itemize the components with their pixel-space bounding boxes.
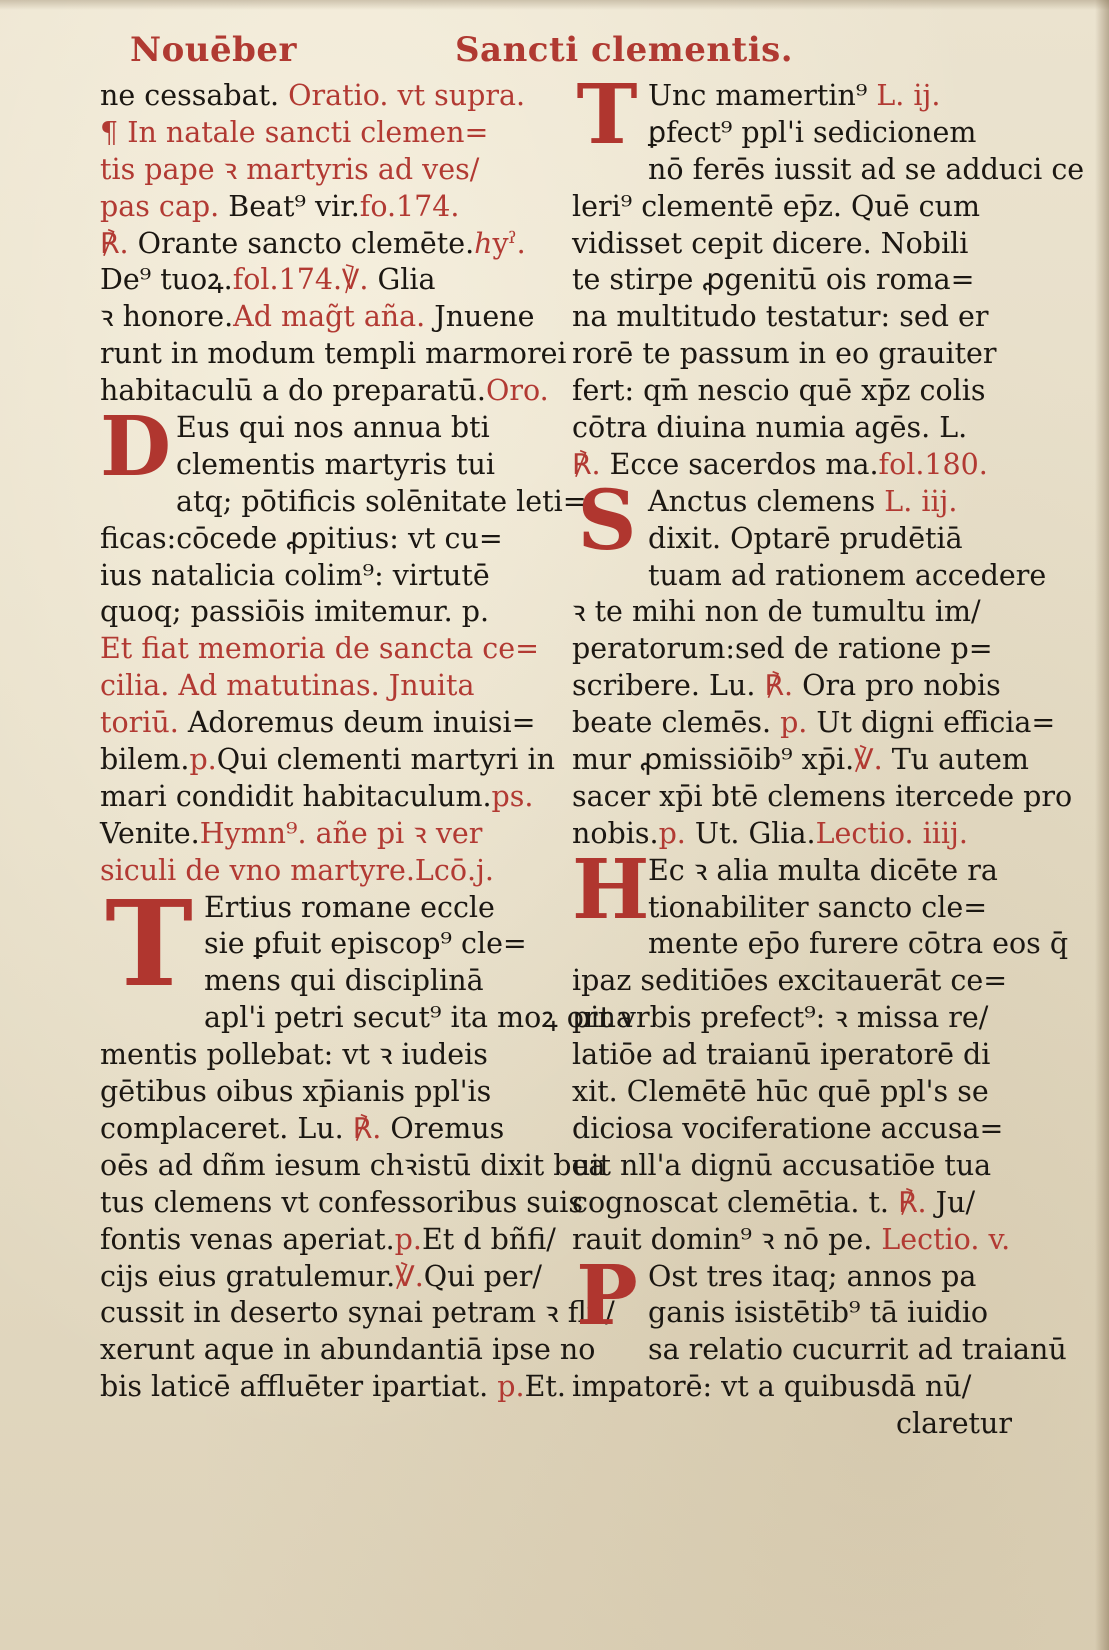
rubric-text: Hymn⁹. añe pi ꝛ ver [199,816,483,850]
text-line [100,78,540,115]
rubric-text: ℣. [395,1259,424,1293]
text-run: sacer xp̄i btē clemens itercede pro [572,779,1073,813]
text-run: habitaculū a do preparatū. [100,374,486,408]
text-line [100,853,540,890]
text-run: gētibus oibus xp̄ianis ppl'is [100,1075,492,1109]
text-run: Qui per/ [423,1259,542,1293]
rubric-text: ℣. [342,263,369,297]
page-edge-shadow [0,0,1109,10]
text-run: Orante sancto clemēte. [137,226,475,260]
text-lines [572,926,1069,1258]
text-run: Tu autem [882,743,1029,777]
text-line [572,705,1056,742]
text-run: te stirpe ꝓgenitū ois roma= [572,263,975,297]
text-run: oēs ad dñm iesum chꝛistū dixit bea [100,1148,606,1182]
left-column [100,78,633,1406]
text-line [572,1037,1012,1074]
rubric-text: Oratio. vt supra. [288,79,526,112]
text-run: Venite. [100,816,200,850]
text-line: ꝑfect⁹ ppl'i sedicionem [648,115,977,149]
text-line [100,779,540,816]
text-run: De⁹ tuoꝝ. [100,263,233,297]
text-run: fert: qm̄ nescio quē xp̄z colis [572,374,986,408]
rubric-text: pas cap. [100,189,229,223]
text-line [572,668,1012,705]
text-run: Ju/ [926,1185,976,1219]
text-line [100,226,540,263]
text-line: tionabiliter sancto cle= [648,890,988,924]
rubric-text: ¶ In natale sancti clemen= [100,115,489,149]
text-run: impatorē: vt a quibusdā nū/ [572,1370,972,1404]
text-line: Ost tres itaq; annos pa [648,1259,977,1293]
initial-p-icon: P [576,1247,638,1344]
text-run: Beat⁹ vir. [228,189,360,223]
text-line [100,1295,615,1332]
text-line [572,742,1029,779]
text-line [100,152,540,189]
text-line [572,631,1012,668]
text-line [572,594,1012,631]
text-line [572,447,1012,484]
right-column [572,67,1085,1443]
text-line [100,115,540,152]
text-lines [572,1332,1067,1406]
text-line [572,1332,1067,1369]
rubric-text: p. [497,1370,525,1404]
text-line: ganis isistētib⁹ tā iuidio [648,1296,989,1330]
text-line [572,1074,1012,1111]
text-line [100,1369,566,1406]
text-run: Ecce sacerdos ma. [609,447,879,481]
text-run: Oremus [381,1111,505,1145]
text-run: ne cessabat. [100,79,289,112]
text-line [572,373,1012,410]
text-block-initial-p [572,1247,1012,1344]
text-line [572,816,1012,853]
page-edge-shadow [1095,0,1109,1650]
text-run: xit. Clemētē hūc quē ppl's se [572,1075,989,1109]
rubric-text: fol.180. [878,447,988,481]
text-run: ꝛ te mihi non de tumultu im/ [572,595,981,629]
text-line [572,336,1012,373]
text-run: cognoscat clemētia. t. [572,1185,899,1219]
rubric-text: siculi de vno martyre.Lcō.j. [100,853,494,887]
text-run: Adoremus deum inuisi= [187,706,536,740]
rubric-text: Oro. [485,374,549,408]
header-month: Nouēber [130,30,297,70]
text-run: rauit domin⁹ ꝛ nō pe. [572,1222,882,1256]
text-block-initial-t [100,873,540,1013]
text-line [572,1000,1012,1037]
initial-s-icon: S [577,472,637,569]
initial-h-icon: H [572,841,650,938]
text-line [572,779,1073,816]
text-run: Unc mamertin⁹ [648,79,877,112]
text-line [100,189,540,226]
text-run: xerunt aque in abundantiā ipse no [100,1333,596,1367]
text-line [572,1111,1012,1148]
text-run: Et. [524,1370,566,1404]
text-line [100,1332,596,1369]
rubric-text: Lectio. v. [881,1222,1011,1256]
text-run: beate clemēs. [572,706,781,740]
text-line [572,1369,1012,1406]
text-line: Ertius romane eccle [204,890,495,924]
text-lines [572,189,1012,484]
text-lines [100,78,567,410]
text-block-initial-t2 [572,67,1085,189]
text-line [100,373,549,410]
text-run: ꝛ honore. [100,300,234,334]
text-run: vidisset cepit dicere. Nobili [572,226,969,260]
rubric-text: cilia. Ad matutinas. Jnuita [100,669,475,703]
rubric-text: ℟. [898,1185,927,1219]
text-line: clementis martyris tui [176,447,495,481]
text-line [100,668,540,705]
text-run: Et d bñfi/ [421,1222,556,1256]
rubric-text: fo.174. [359,189,460,223]
text-line [572,410,1012,447]
text-run: scribere. Lu. [572,669,765,703]
text-run: ficas:cōcede ꝓpitius: vt cu= [100,521,503,555]
text-line: nō ferēs iussit ad se adduci ce [648,152,1085,186]
text-line [100,558,540,595]
text-run: Ut digni efficia= [807,706,1056,740]
catchword: claretur [896,1407,1012,1441]
text-line [100,1074,540,1111]
text-block-initial-d [100,399,540,496]
text-line: sie ꝑfuit episcop⁹ cle= [204,927,527,961]
text-line [100,594,540,631]
text-block-initial-h [572,841,1012,938]
text-lines [100,1000,633,1406]
text-line [572,1148,1012,1185]
text-run: atq; pōtificis solēnitate leti= [176,484,587,518]
text-line [572,189,1012,226]
text-run: na multitudo testatur: sed er [572,300,989,334]
text-run: Anctus clemens [648,484,885,518]
text-run: mari condidit habitaculum. [100,779,492,813]
text-run: uit nll'a dignū accusatiōe tua [572,1148,992,1182]
text-line [572,299,1012,336]
text-run: mentis pollebat: vt ꝛ iudeis [100,1038,488,1072]
rubric-text: toriū. [100,706,188,740]
text-lines [572,558,1073,853]
rubric-text: ℣. [854,743,883,777]
rubric-text: p. [780,706,808,740]
text-line [100,1222,556,1259]
text-block-initial-s [572,472,1012,569]
text-line [572,226,1012,263]
text-run: Jnuene [425,300,535,334]
text-run: bis laticē affluēter ipartiat. [100,1370,498,1404]
text-run: runt in modum templi marmorei [100,337,567,371]
rubric-text: ℟. [352,1111,382,1145]
text-line [100,705,540,742]
initial-t-icon: T [576,67,638,163]
text-line [100,299,540,336]
text-run: Ut. Glia. [685,816,816,850]
rubric-text: Lectio. iiij. [815,816,968,850]
text-run: peratorum:sed de ratione p= [572,632,993,666]
rubric-text: p. [189,743,217,777]
text-line [100,1111,540,1148]
text-run: leri⁹ clementē ep̄z. Quē cum [572,189,981,223]
text-run: cōtra diuina numia agēs. L. [572,411,968,445]
text-run: bilem. [100,743,190,777]
initial-t-icon: T [105,873,193,1013]
rubric-text: ℟. [100,226,138,260]
rubric-text: ℎyˀ. [474,226,526,260]
rubric-text: ℟. [572,447,610,481]
text-run: p. [461,595,490,629]
text-run: sa relatio cucurrit ad traianū [648,1333,1067,1367]
text-line [100,631,540,668]
text-line [100,336,567,373]
text-line: Ec ꝛ alia multa dicēte ra [648,853,998,887]
text-run: cijs eius gratulemur. [100,1259,396,1293]
rubric-text: ℟. [764,669,794,703]
text-run: mente ep̄o furere cōtra eos q̄ [648,927,1069,961]
text-line [572,1185,1012,1222]
text-run: cussit in deserto synai petram ꝛ flu/ [100,1296,615,1330]
text-line [100,1148,606,1185]
text-run: ius natalicia colim⁹: virtutē [100,558,490,592]
text-line [100,816,540,853]
rubric-text: tis pape ꝛ martyris ad ves/ [100,152,480,186]
text-run: pit vrbis prefect⁹: ꝛ missa re/ [572,1001,989,1035]
rubric-text: ps. [491,779,534,813]
text-run: apl'i petri secut⁹ ita moꝝ orna [204,1001,633,1035]
text-run: nobis. [572,816,659,850]
text-line [100,1259,540,1296]
text-run: quoq; passiōis imitemur. [100,595,462,629]
text-run: fontis venas aperiat. [100,1222,395,1256]
text-run: latiōe ad traianū iperatorē di [572,1038,991,1072]
text-run: diciosa vociferatione accusa= [572,1111,1004,1145]
text-run: Qui clementi martyri in [216,743,555,777]
text-run: rorē te passum in eo grauiter [572,337,997,371]
text-run: Glia [368,263,436,297]
header-feast: Sancti clementis. [455,30,794,70]
text-line [572,1222,1012,1259]
text-run: complaceret. Lu. [100,1111,353,1145]
text-line [100,521,540,558]
text-line [572,262,1012,299]
text-run: tuam ad rationem accedere [648,558,1047,592]
text-lines [100,484,587,890]
text-line [572,558,1047,595]
text-run: Ora pro nobis [793,669,1001,703]
text-run: mur ꝓmissiōib⁹ xp̄i. [572,743,855,777]
rubric-text: Et fiat memoria de sancta ce= [100,632,540,666]
text-line: Eus qui nos annua bti [176,411,490,445]
rubric-text: p. [394,1222,422,1256]
rubric-text: p. [658,816,686,850]
text-line [100,262,540,299]
text-line [100,1185,584,1222]
rubric-text: Ad mag̃t aña. [233,300,426,334]
text-line: dixit. Optarē prudētiā [648,521,963,555]
text-run: ipaz seditiōes excitauerāt ce= [572,964,1008,998]
text-line [100,1037,540,1074]
rubric-text: fol.174. [232,263,343,297]
text-line: mens qui disciplinā [204,964,484,998]
initial-d-icon: D [100,399,172,496]
rubric-text: L. iij. [884,484,958,518]
text-run: tus clemens vt confessoribus suis [100,1185,584,1219]
text-line [572,963,1012,1000]
text-line [100,742,555,779]
rubric-text: L. ij. [876,79,941,112]
